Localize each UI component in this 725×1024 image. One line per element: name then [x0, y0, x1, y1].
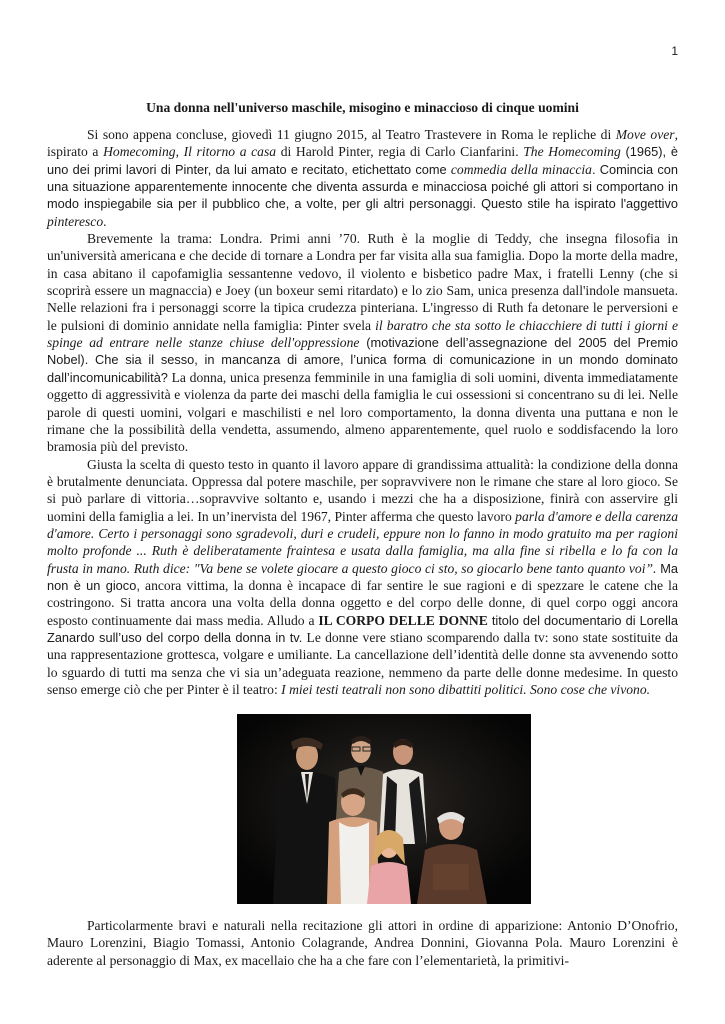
text-run: Brevemente la trama: Londra. Primi anni ’70. Ruth è la moglie di Teddy, che insegna filosofia in un'università americana e che decide di tornare a Londra per far visita alla sua famiglia. Dopo la morte della madre, in casa abitano il capofamiglia sessantenne vedovo, il violento e bisbetico padre Max, i fratelli Lenny (che si scoprirà essere un magnaccia) e Joey (un boxeur semi ritardato) e lo zio Sam, unica presenza dall'indole mansueta. Nelle relazioni fra i personaggi scorre la tipica crudezza pinteriana. L'ingresso di Ruth fa detonare le perversioni e le pulsioni di dominio annidate nella famiglia: Pinter svela [47, 231, 678, 333]
italic-run: parla d'amore e della carenza d'amore. Certo i personaggi sono sgradevoli, duri e crudeli, eppure non lo fanno in modo gratuito ma per ragioni molto profonde ... Ruth è deliberatamente fraintesa e usata dalla famiglia, ma alla fine si ribella e lo fa con la frusta in mano. Ruth dice: "Va bene se volete giocare a questo gioco ci sto, so giocarlo bene tanto quanto voi”. [47, 508, 678, 576]
text-run: . [103, 213, 107, 229]
closing-paragraph [47, 917, 678, 969]
cast-photo-illustration [237, 714, 531, 904]
italic-run: Il ritorno a casa [183, 144, 277, 160]
text-run: , [175, 144, 184, 160]
text-run: ancora vittima, la donna è incapace di far sentire le sue ragioni e di spezzare le catene che la costringono. Si tratta ancora una volta della donna oggetto e del corpo delle donne, di quel corpo oggi ancora esposto continuamente dai mass media. Alludo a [47, 577, 678, 628]
text-run: . Comincia con una situazione apparentemente innocente che diventa assurda e minacciosa poiché gli attori si comportano in modo inspiegabile sia per il pubblico che, a volte, per gli altri personaggi. Questo stile ha ispirato l'aggettivo [47, 161, 678, 212]
italic-run: I miei testi teatrali non sono dibattiti politici. Sono cose che vivono. [281, 682, 651, 697]
article-title: Una donna nell'universo maschile, misogino e minaccioso di cinque uomini [146, 100, 579, 115]
text-run: Ma non è un gioco, [47, 560, 678, 593]
paragraph-3 [47, 456, 678, 699]
italic-run: commedia della minaccia [450, 161, 592, 177]
text-run: Le donne vere stiano scomparendo dalla tv: sono state sostituite da una rappresentazione grottesca, volgare e umiliante. La cancellazione dell’identità delle donne sta avvenendo sotto lo sguardo di tutti ma senza che vi sia un’adeguata reazione, nemmeno da parte delle donne medesime. In questo senso emerge ciò che per Pinter è il teatro: [47, 629, 678, 697]
italic-run: pinteresco [47, 213, 104, 229]
page-number: 1 [671, 44, 678, 58]
article-body [47, 126, 678, 698]
text-run: La donna, unica presenza femminile in una famiglia di soli uomini, diventa immediatamente oggetto di aggressività e violenza da parte dei maschi della famiglia le cui ossessioni si concentrano su di lei. Nelle parole di questi uomini, volgari e maschilisti e nel loro comportamento, la donna diventa una puttana e non le rimane che la possibilità della vendetta, assumendo, almeno apparentemente, quel ruolo e soddisfacendo la loro bramosia più del previsto. [47, 369, 678, 455]
text-run: (motivazione dell’assegnazione del 2005 del Premio Nobel). Che sia il sesso, in mancanza di amore, l’unica forma di comunicazione in un mondo dominato dall’incomunicabilità? [47, 335, 678, 385]
paragraph-4: Particolarmente bravi e naturali nella recitazione gli attori in ordine di apparizione: Antonio D’Onofrio, Mauro Lorenzini, Biagio Tomassi, Antonio Colagrande, Andrea Donnini, Giovanna Pola. Mauro Lorenzini è aderente al personaggio di Max, ex macellaio che ha a che fare con l’elementarietà, la primitivi- [47, 918, 678, 968]
text-run: titolo del documentario di Lorella Zanardo sull’uso del corpo della donna in tv. [47, 612, 678, 645]
text-run: , ispirato a [47, 127, 678, 160]
cast-photo [237, 714, 531, 904]
bold-run: IL CORPO DELLE DONNE [318, 612, 488, 628]
paragraph-2 [47, 230, 678, 455]
italic-run: The Homecoming [523, 144, 621, 160]
text-run: di Harold Pinter, regia di Carlo Cianfarini. [276, 144, 524, 160]
italic-run: Homecoming [103, 144, 176, 160]
italic-run: Move over [615, 127, 675, 142]
text-run: (1965), è uno dei primi lavori di Pinter, da lui amato e recitato, etichettato come [47, 144, 678, 177]
paragraph-1 [47, 126, 678, 230]
text-run: Si sono appena concluse, giovedì 11 giugno 2015, al Teatro Trastevere in Roma le repliche di [87, 127, 616, 142]
italic-run: il baratro che sta sotto le chiacchiere di tutti i giorni e spinge ad entrare nelle stanze chiuse dell'oppressione [47, 317, 679, 351]
text-run: Giusta la scelta di questo testo in quanto il lavoro appare di grandissima attualità: la condizione della donna è brutalmente denunciata. Oppressa dal potere maschile, per sopravvivere non le rimane che stare al loro gioco. Se si può parlare di vittoria…sopravvive soltanto e, usando i mezzi che ha a disposizione, finirà con asservire gli uomini della famiglia a lei. In un’inervista del 1967, Pinter afferma che questo lavoro [47, 456, 678, 524]
